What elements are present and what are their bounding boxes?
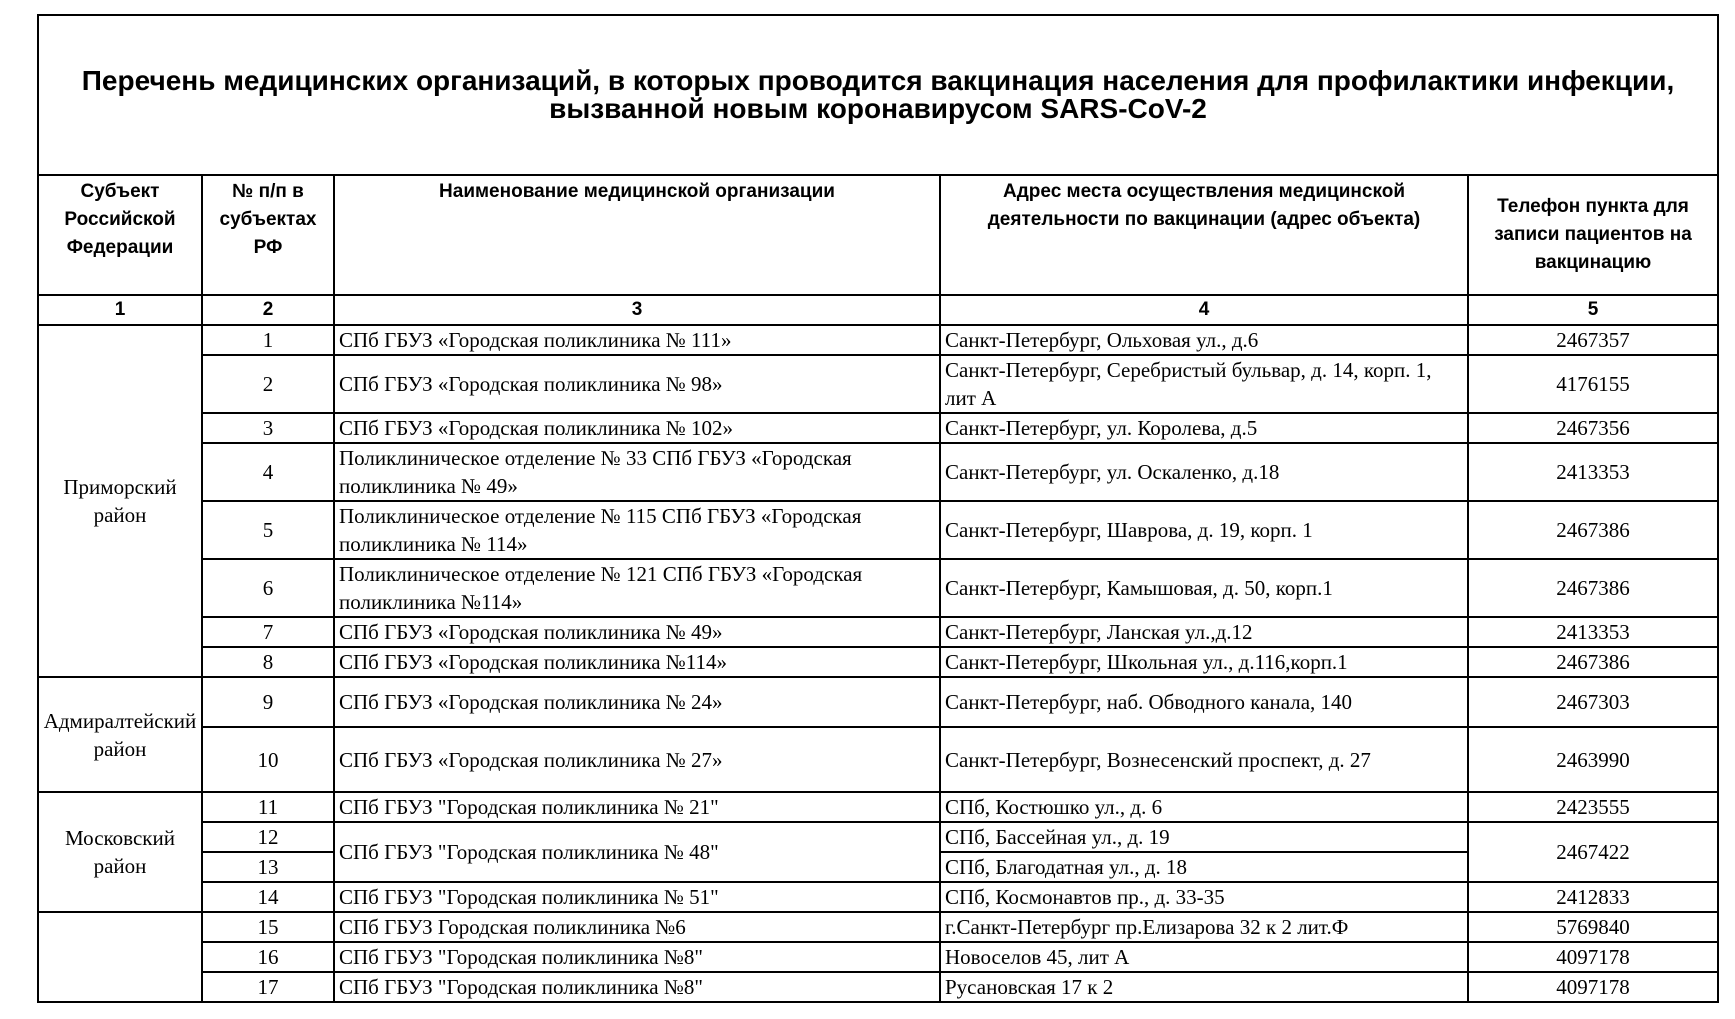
organization-name: СПб ГБУЗ «Городская поликлиника № 102» [334, 413, 940, 443]
table-row [38, 727, 1718, 792]
document-title: Перечень медицинских организаций, в которых проводится вакцинация населения для профилактики инфекции, вызванной новым коронавирусом SARS-CoV-2 [38, 15, 1718, 175]
table-row [38, 792, 1718, 822]
table-row [38, 443, 1718, 501]
phone: 2467356 [1468, 413, 1718, 443]
table-row [38, 942, 1718, 972]
row-number: 13 [202, 852, 334, 882]
organization-name: СПб ГБУЗ Городская поликлиника №6 [334, 912, 940, 942]
table-row [38, 822, 1718, 852]
row-number: 10 [202, 727, 334, 792]
row-number: 6 [202, 559, 334, 617]
address: Санкт-Петербург, ул. Оскаленко, д.18 [940, 443, 1468, 501]
table-row [38, 617, 1718, 647]
phone: 2463990 [1468, 727, 1718, 792]
address: Санкт-Петербург, ул. Королева, д.5 [940, 413, 1468, 443]
address: СПб, Бассейная ул., д. 19 [940, 822, 1468, 852]
address: СПб, Костюшко ул., д. 6 [940, 792, 1468, 822]
address: Санкт-Петербург, Вознесенский проспект, д. 27 [940, 727, 1468, 792]
row-number: 17 [202, 972, 334, 1002]
phone: 4097178 [1468, 942, 1718, 972]
row-number: 3 [202, 413, 334, 443]
table-row [38, 972, 1718, 1002]
address: Санкт-Петербург, Камышовая, д. 50, корп.1 [940, 559, 1468, 617]
organization-name: СПб ГБУЗ "Городская поликлиника № 51" [334, 882, 940, 912]
phone: 4097178 [1468, 972, 1718, 1002]
address: Санкт-Петербург, наб. Обводного канала, 140 [940, 677, 1468, 727]
row-number: 7 [202, 617, 334, 647]
table-row [38, 355, 1718, 413]
column-number: 4 [940, 295, 1468, 325]
phone: 2467422 [1468, 822, 1718, 882]
address: Санкт-Петербург, Ланская ул.,д.12 [940, 617, 1468, 647]
column-number: 3 [334, 295, 940, 325]
organization-name: СПб ГБУЗ «Городская поликлиника № 49» [334, 617, 940, 647]
phone: 2467386 [1468, 501, 1718, 559]
phone: 2467386 [1468, 647, 1718, 677]
row-number: 11 [202, 792, 334, 822]
phone: 5769840 [1468, 912, 1718, 942]
header-address: Адрес места осуществления медицинской деятельности по вакцинации (адрес объекта) [940, 175, 1468, 295]
address: Санкт-Петербург, Ольховая ул., д.6 [940, 325, 1468, 355]
address: Новоселов 45, лит А [940, 942, 1468, 972]
phone: 2467357 [1468, 325, 1718, 355]
row-number: 12 [202, 822, 334, 852]
district-next [38, 912, 202, 1002]
row-number: 8 [202, 647, 334, 677]
table-row [38, 501, 1718, 559]
organization-name: СПб ГБУЗ "Городская поликлиника № 21" [334, 792, 940, 822]
row-number: 2 [202, 355, 334, 413]
organization-name: СПб ГБУЗ «Городская поликлиника № 24» [334, 677, 940, 727]
address: Русановская 17 к 2 [940, 972, 1468, 1002]
table-row [38, 647, 1718, 677]
organization-name: СПб ГБУЗ «Городская поликлиника № 98» [334, 355, 940, 413]
column-number: 1 [38, 295, 202, 325]
phone: 2423555 [1468, 792, 1718, 822]
address: СПб, Космонавтов пр., д. 33-35 [940, 882, 1468, 912]
phone: 2467303 [1468, 677, 1718, 727]
table-row [38, 325, 1718, 355]
table-row [38, 559, 1718, 617]
organization-name: Поликлиническое отделение № 121 СПб ГБУЗ «Городская поликлиника №114» [334, 559, 940, 617]
row-number: 4 [202, 443, 334, 501]
column-number: 2 [202, 295, 334, 325]
phone: 2467386 [1468, 559, 1718, 617]
organization-name: СПб ГБУЗ «Городская поликлиника № 111» [334, 325, 940, 355]
organization-name: СПб ГБУЗ "Городская поликлиника №8" [334, 972, 940, 1002]
table-row [38, 677, 1718, 727]
header-subject: Субъект Российской Федерации [38, 175, 202, 295]
header-organization: Наименование медицинской организации [334, 175, 940, 295]
address: СПб, Благодатная ул., д. 18 [940, 852, 1468, 882]
district-moskovsky: Московский район [38, 792, 202, 912]
row-number: 14 [202, 882, 334, 912]
table-row [38, 882, 1718, 912]
row-number: 16 [202, 942, 334, 972]
phone: 2413353 [1468, 443, 1718, 501]
header-phone: Телефон пункта для записи пациентов на вакцинацию [1468, 175, 1718, 295]
phone: 2413353 [1468, 617, 1718, 647]
organization-name: СПб ГБУЗ «Городская поликлиника № 27» [334, 727, 940, 792]
column-number: 5 [1468, 295, 1718, 325]
document-sheet [37, 14, 1717, 1003]
address: г.Санкт-Петербург пр.Елизарова 32 к 2 лит.Ф [940, 912, 1468, 942]
address: Санкт-Петербург, Школьная ул., д.116,корп.1 [940, 647, 1468, 677]
row-number: 1 [202, 325, 334, 355]
address: Санкт-Петербург, Серебристый бульвар, д. 14, корп. 1, лит А [940, 355, 1468, 413]
address: Санкт-Петербург, Шаврова, д. 19, корп. 1 [940, 501, 1468, 559]
organization-name: Поликлиническое отделение № 115 СПб ГБУЗ «Городская поликлиника № 114» [334, 501, 940, 559]
organization-name: СПб ГБУЗ "Городская поликлиника № 48" [334, 822, 940, 882]
phone: 4176155 [1468, 355, 1718, 413]
district-primorsky: Приморский район [38, 325, 202, 677]
organization-name: СПб ГБУЗ «Городская поликлиника №114» [334, 647, 940, 677]
vaccination-table [37, 14, 1719, 1003]
row-number: 15 [202, 912, 334, 942]
phone: 2412833 [1468, 882, 1718, 912]
organization-name: СПб ГБУЗ "Городская поликлиника №8" [334, 942, 940, 972]
row-number: 5 [202, 501, 334, 559]
table-row [38, 912, 1718, 942]
district-admiralteysky: Адмиралтейский район [38, 677, 202, 792]
header-number: № п/п в субъектах РФ [202, 175, 334, 295]
organization-name: Поликлиническое отделение № 33 СПб ГБУЗ «Городская поликлиника № 49» [334, 443, 940, 501]
row-number: 9 [202, 677, 334, 727]
table-row [38, 413, 1718, 443]
